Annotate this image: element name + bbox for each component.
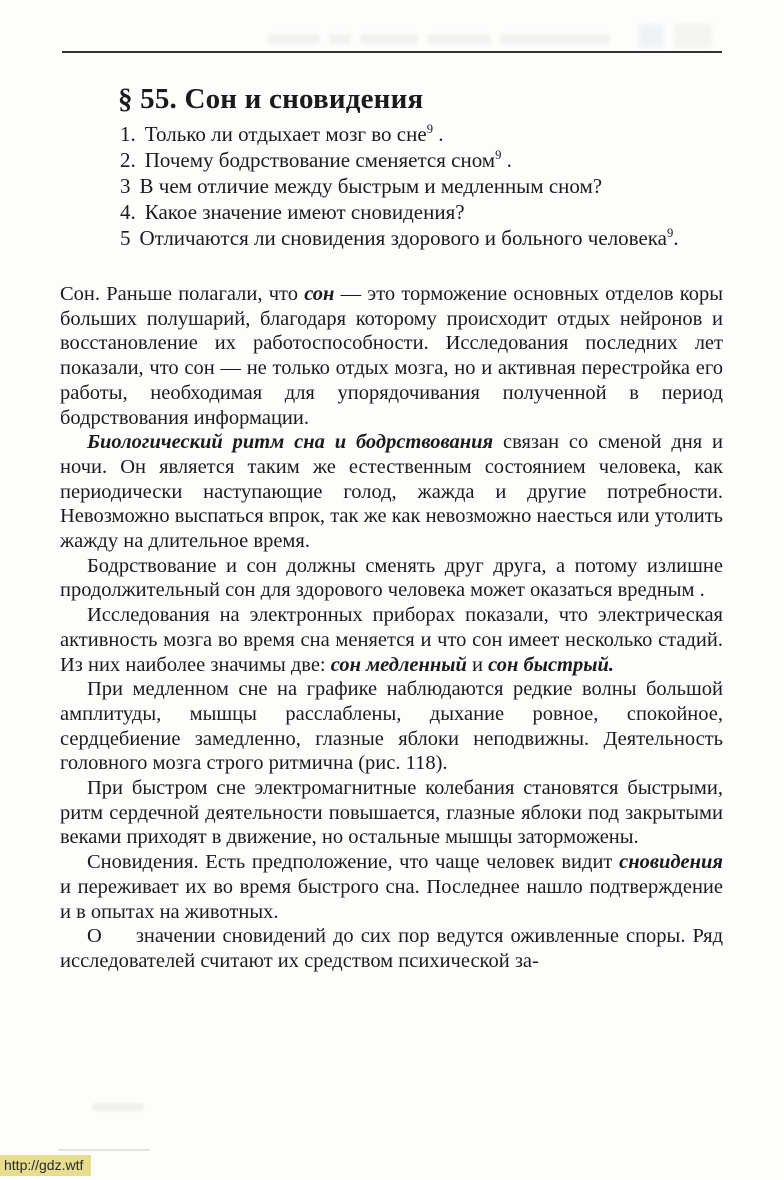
paragraph-sleep-stages: Исследования на электронных приборах показали, что электрическая активность мозга во время сна меняется и что сон имеет несколько стадий. Из них наиболее значимы две: сон медленный и сон быстрый. — [60, 604, 723, 676]
question-item-1 — [105, 121, 695, 147]
question-text: Только ли отдыхает мозг во сне$^9$ . — [144, 122, 444, 146]
question-item-3 — [105, 173, 695, 199]
questions-list — [105, 121, 695, 251]
question-item-4 — [105, 199, 695, 225]
ghost-text-block — [500, 34, 610, 44]
paragraph-biological-rhythm: Биологический ритм сна и бодрствования связан со сменой дня и ночи. Он является таким же естественным состоянием человека, как периодически наступающие голод, жажда и другие потребности. Невозможно выспаться впрок, так же как невозможно наесться или утолить жажду на длительное время. — [60, 431, 723, 553]
header-rule — [62, 51, 722, 53]
paragraph-wakefulness-and-sleep: Бодрствование и сон должны сменять друг друга, а потому излишне продолжительный сон для здорового человека может оказаться вредным . — [60, 554, 723, 602]
question-item-2 — [105, 147, 695, 173]
watermark-url: http://gdz.wtf — [0, 1155, 91, 1176]
question-number: 3 — [120, 174, 131, 198]
paragraph-sleep-definition: Сон. Раньше полагали, что сон — это торможение основных отделов коры больших полушарий, благодаря которому происходит отдых нейронов и восстановление их работоспособности. Исследования последних лет показали, что сон — не только отдых мозга, но и активная перестройка его работы, необходимая для упорядочивания полученной в период бодрствования информации. — [60, 283, 723, 429]
question-text: Какое значение имеют сновидения? — [144, 200, 465, 224]
question-text: Отличаются ли сновидения здорового и больного человека$^9$. — [139, 226, 679, 250]
ghost-text-block — [268, 34, 320, 44]
paragraph-dream-meaning: О значении сновидений до сих пор ведутся оживленные споры. Ряд исследователей считают их средством психической за- — [60, 925, 723, 972]
question-number: 5 — [120, 226, 131, 250]
page-number-ghost — [638, 24, 716, 50]
section-title: § 55. Сон и сновидения — [118, 83, 424, 116]
ghost-text-block — [329, 34, 351, 44]
running-head-ghost — [268, 30, 628, 48]
question-item-5 — [105, 225, 695, 251]
paragraph-fast-sleep: При быстром сне электромагнитные колебания становятся быстрыми, ритм сердечной деятельности повышается, глазные яблоки под закрытыми веками приходят в движение, но остальные мышцы заторможены. — [60, 777, 723, 849]
scan-smudge — [92, 1103, 144, 1111]
question-number: 1. — [120, 122, 136, 146]
ghost-text-block — [638, 24, 664, 48]
paragraph-dreams: Сновидения. Есть предположение, что чаще человек видит сновидения и переживает их во время быстрого сна. Последнее нашло подтверждение и в опытах на животных. — [60, 851, 723, 923]
scan-line-artifact — [58, 1149, 150, 1151]
body-text — [60, 282, 723, 974]
paragraph-slow-sleep: При медленном сне на графике наблюдаются редкие волны большой амплитуды, мышцы расслаблены, дыхание ровное, спокойное, сердцебиение замедленно, глазные яблоки неподвижны. Деятельность головного мозга строго ритмична (рис. 118). — [60, 678, 723, 775]
ghost-text-block — [360, 34, 418, 44]
ghost-text-block — [674, 24, 712, 48]
question-number: 2. — [120, 148, 136, 172]
question-number: 4. — [120, 200, 136, 224]
ghost-text-block — [427, 34, 491, 44]
question-text: В чем отличие между быстрым и медленным сном? — [139, 174, 603, 198]
question-text: Почему бодрствование сменяется сном$^9$ . — [144, 148, 512, 172]
